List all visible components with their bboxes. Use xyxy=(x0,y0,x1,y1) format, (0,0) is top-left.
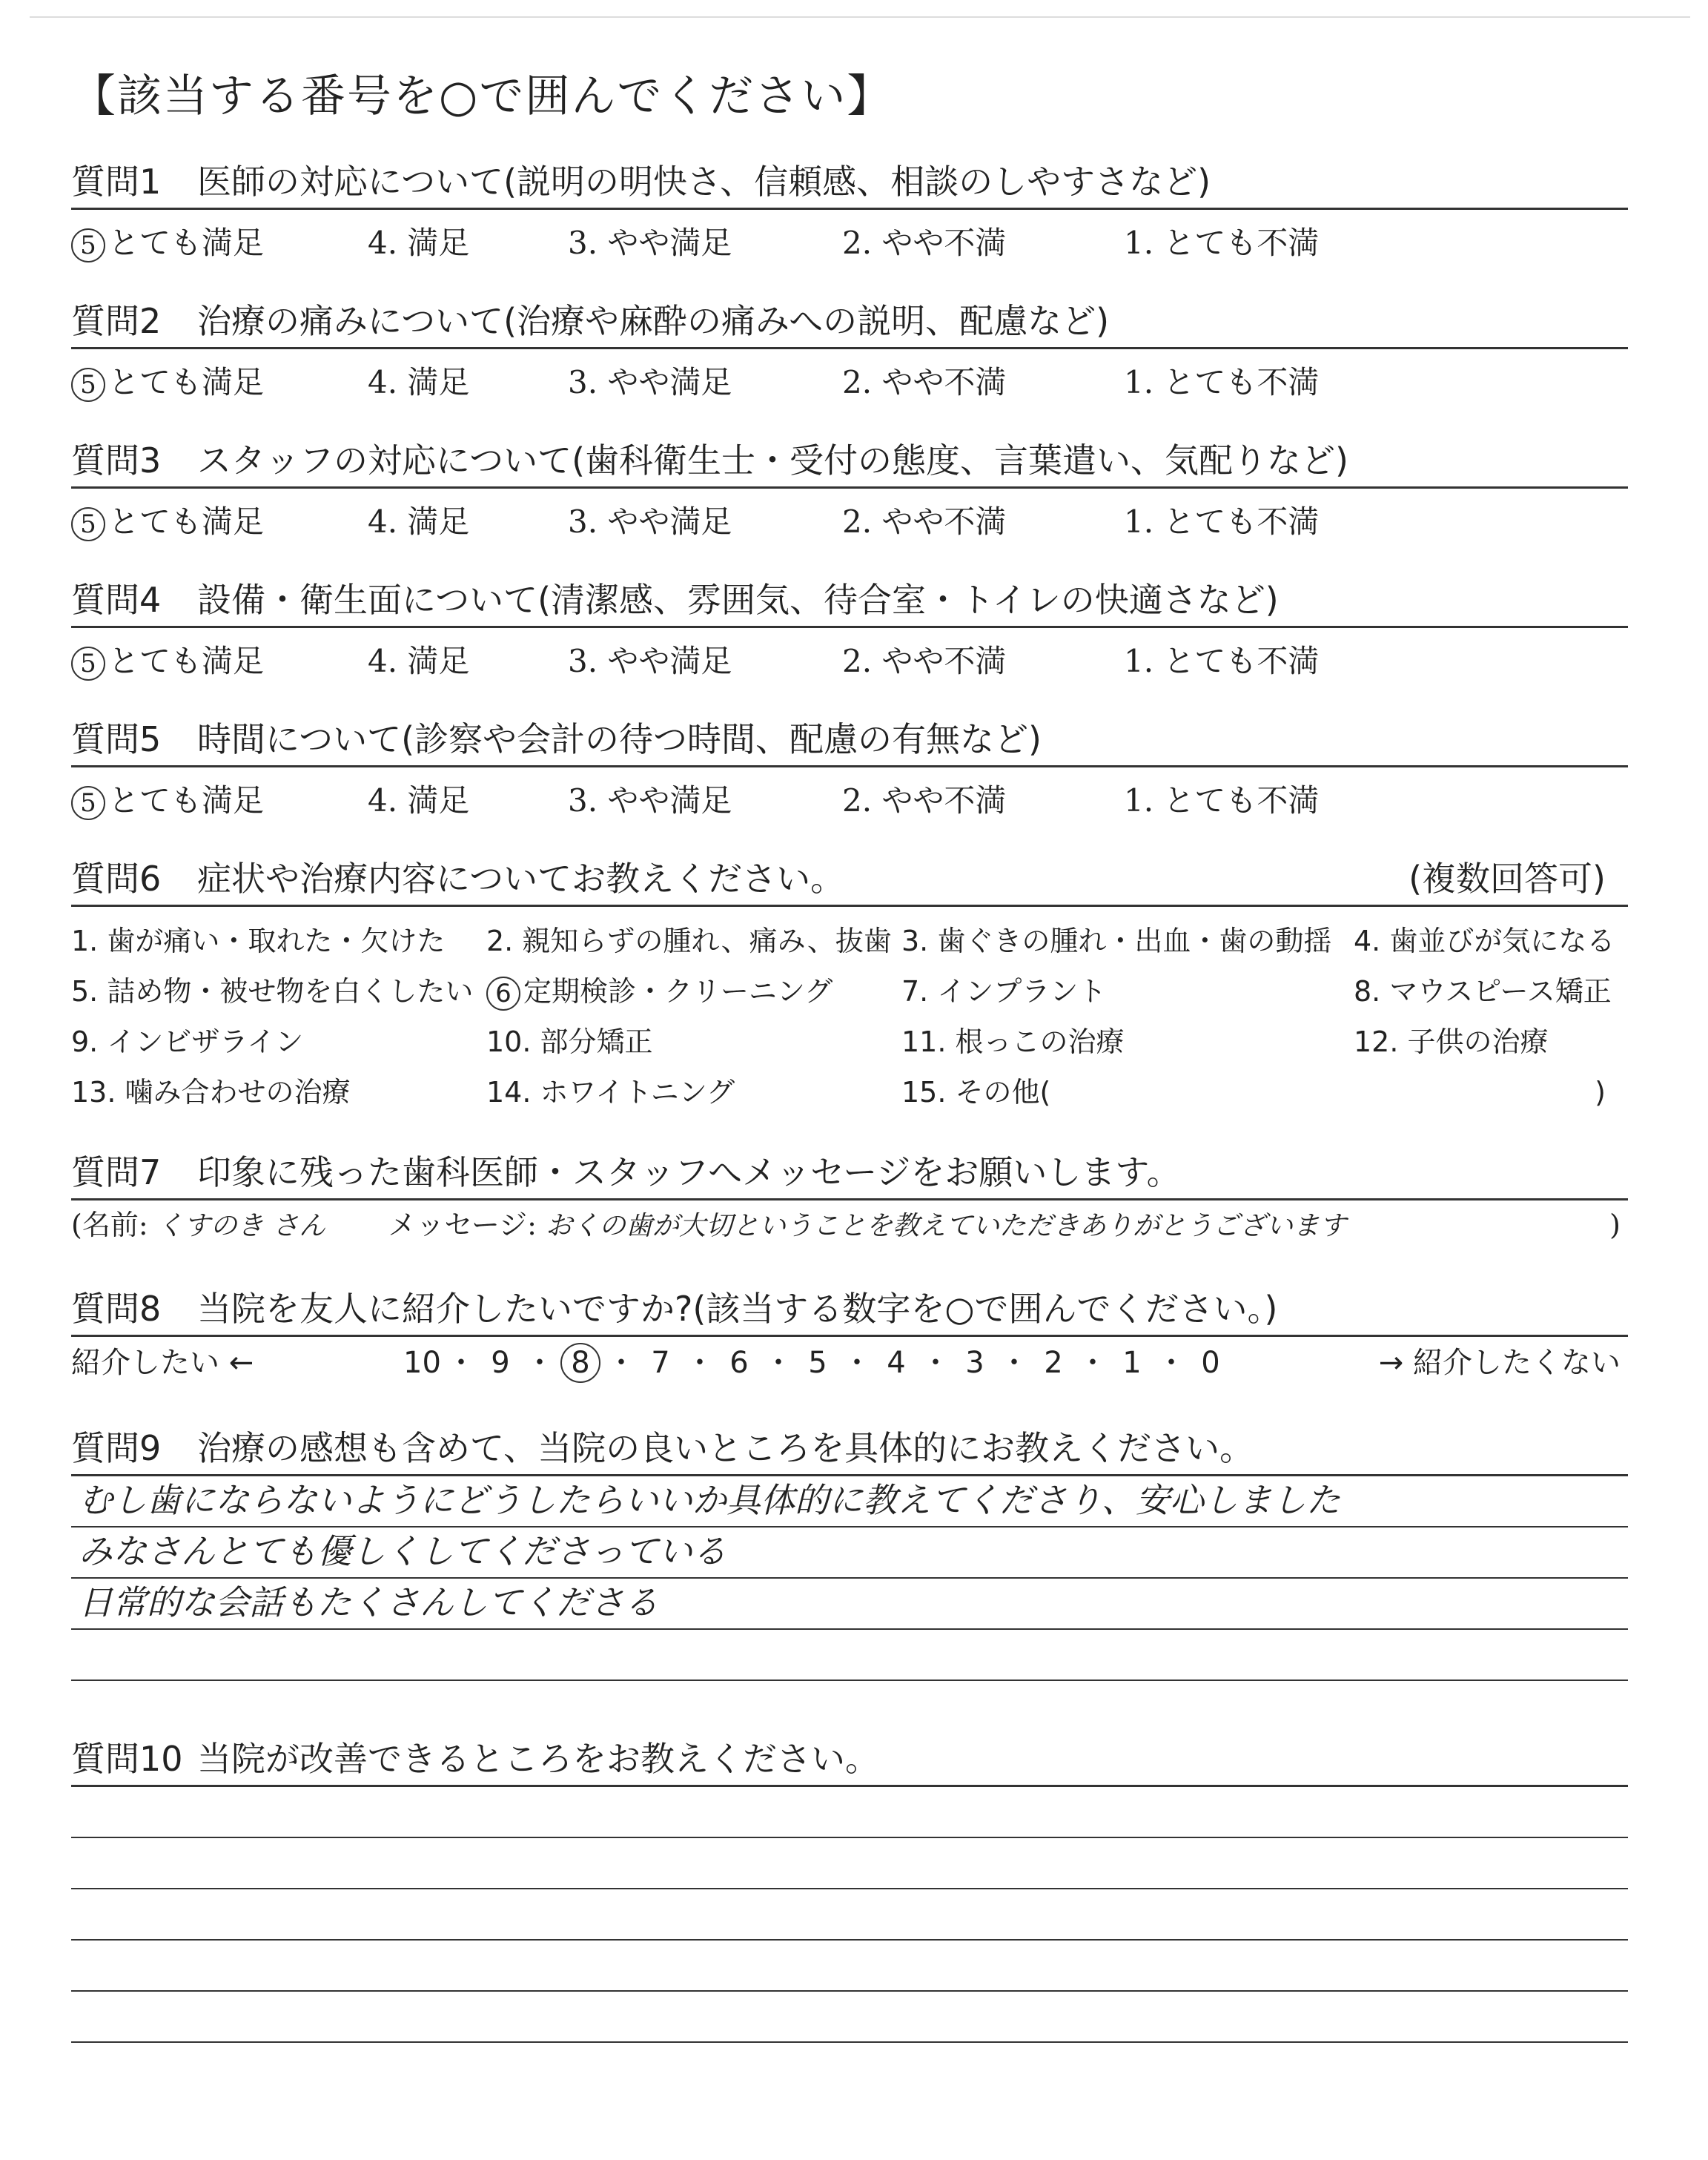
treatment-options xyxy=(71,920,1628,1113)
treatment-option-label: 13. 噛み合わせの治療 xyxy=(71,1076,351,1109)
treatment-option[interactable] xyxy=(71,1021,486,1063)
close-paren: ) xyxy=(1595,1076,1606,1109)
rating-option-label: 4. 満足 xyxy=(368,225,470,261)
rating-option-label: 1. とても不満 xyxy=(1124,503,1320,540)
treatment-option[interactable] xyxy=(71,971,486,1012)
answer-line[interactable]: 日常的な会話もたくさんしてくださる xyxy=(71,1579,1628,1630)
question-text: 当院が改善できるところをお教えください。 xyxy=(197,1739,879,1779)
rating-option[interactable] xyxy=(71,776,264,821)
question-2-heading xyxy=(71,295,1628,349)
treatment-option[interactable] xyxy=(486,1071,901,1113)
scale-number[interactable]: 4 xyxy=(887,1346,906,1380)
question-text: スタッフの対応について(歯科衛生士・受付の態度、言葉遣い、気配りなど) xyxy=(197,440,1348,480)
question-3-heading xyxy=(71,435,1628,489)
treatment-option[interactable] xyxy=(1354,971,1612,1012)
question-8-heading xyxy=(71,1283,1628,1337)
rating-option-label: 1. とても不満 xyxy=(1124,364,1320,400)
rating-option[interactable] xyxy=(1124,358,1319,403)
rating-options xyxy=(71,489,1628,541)
rating-option-label: 3. やや満足 xyxy=(568,364,732,400)
scale-number[interactable]: 7 xyxy=(651,1346,670,1380)
answer-line[interactable]: みなさんとても優しくしてくださっている xyxy=(71,1527,1628,1579)
question-1-heading xyxy=(71,156,1628,210)
scale-separator: ・ xyxy=(525,1346,555,1380)
question-text: 治療の感想も含めて、当院の良いところを具体的にお教えください。 xyxy=(197,1428,1254,1468)
rating-option[interactable] xyxy=(368,776,469,821)
recommend-numbers xyxy=(403,1337,1229,1389)
treatment-option-label: 11. 根っこの治療 xyxy=(901,1025,1125,1058)
treatment-option-label: 7. インプラント xyxy=(901,975,1107,1008)
answer-line[interactable] xyxy=(71,1889,1628,1941)
answer-lines xyxy=(71,1787,1628,2043)
scale-number[interactable]: 3 xyxy=(965,1346,984,1380)
rating-option[interactable] xyxy=(568,637,732,681)
answer-line[interactable] xyxy=(71,1838,1628,1889)
rating-option[interactable] xyxy=(568,219,732,263)
recommend-right-label: → 紹介したくない xyxy=(1378,1346,1621,1380)
answer-line[interactable] xyxy=(71,1992,1628,2043)
treatment-option[interactable] xyxy=(71,1071,486,1113)
instruction-heading: 【該当する番号を○で囲んでください】 xyxy=(71,70,893,122)
rating-option-label: とても満足 xyxy=(108,225,265,261)
treatment-option-label: 9. インビザライン xyxy=(71,1025,304,1058)
scale-number[interactable]: 0 xyxy=(1201,1346,1220,1380)
scale-number-selected[interactable]: 8 xyxy=(560,1343,600,1383)
rating-option-label: 1. とても不満 xyxy=(1124,225,1320,261)
question-number: 質問5 xyxy=(71,719,162,759)
rating-option[interactable] xyxy=(71,219,264,263)
name-label: (名前: xyxy=(71,1209,148,1241)
question-number: 質問9 xyxy=(71,1428,162,1468)
question-10-heading xyxy=(71,1733,1628,1787)
question-7 xyxy=(71,1146,1628,1249)
rating-option[interactable] xyxy=(368,358,469,403)
scale-separator: ・ xyxy=(921,1346,950,1380)
scale-number[interactable]: 10 xyxy=(403,1346,441,1380)
selected-circle: 5 xyxy=(71,507,105,541)
scale-separator: ・ xyxy=(999,1346,1029,1380)
question-text: 印象に残った歯科医師・スタッフへメッセージをお願いします。 xyxy=(197,1152,1181,1192)
question-text: 症状や治療内容についてお教えください。 xyxy=(197,859,845,899)
scale-separator: ・ xyxy=(842,1346,872,1380)
rating-option[interactable] xyxy=(368,219,469,263)
rating-option-label: 2. やや不満 xyxy=(842,643,1007,679)
rating-option[interactable] xyxy=(1124,219,1319,263)
question-3 xyxy=(71,435,1628,541)
rating-option[interactable] xyxy=(568,358,732,403)
answer-line[interactable] xyxy=(71,1941,1628,1992)
treatment-option[interactable] xyxy=(486,971,901,1012)
rating-option-label: とても満足 xyxy=(108,643,265,679)
treatment-option[interactable] xyxy=(1354,1021,1606,1063)
treatment-option[interactable] xyxy=(901,1071,1354,1113)
name-field[interactable]: くすのき さん xyxy=(156,1211,326,1241)
rating-options xyxy=(71,767,1628,819)
rating-option[interactable] xyxy=(368,498,469,542)
rating-option[interactable] xyxy=(1124,776,1319,821)
answer-line[interactable] xyxy=(71,1787,1628,1838)
selected-circle: 5 xyxy=(71,647,105,681)
treatment-option-label: 12. 子供の治療 xyxy=(1354,1025,1549,1058)
scale-number[interactable]: 6 xyxy=(729,1346,749,1380)
selected-circle: 5 xyxy=(71,368,105,402)
rating-questions xyxy=(71,156,1628,819)
rating-option[interactable] xyxy=(1124,498,1319,542)
selected-circle: 6 xyxy=(486,977,520,1011)
rating-options xyxy=(71,349,1628,401)
recommend-left-label: 紹介したい ← xyxy=(71,1346,254,1380)
rating-option-label: 2. やや不満 xyxy=(842,364,1007,400)
question-text: 時間について(診察や会計の待つ時間、配慮の有無など) xyxy=(197,719,1042,759)
rating-options xyxy=(71,628,1628,680)
question-5-heading xyxy=(71,713,1628,767)
rating-option[interactable] xyxy=(842,776,1006,821)
rating-option-label: とても満足 xyxy=(108,364,265,400)
question-number: 質問8 xyxy=(71,1289,162,1329)
treatment-option-label: 1. 歯が痛い・取れた・欠けた xyxy=(71,925,446,957)
rating-option-label: とても満足 xyxy=(108,503,265,540)
rating-option[interactable] xyxy=(842,637,1006,681)
rating-option-label: 1. とても不満 xyxy=(1124,643,1320,679)
treatment-option-label: 2. 親知らずの腫れ、痛み、抜歯 xyxy=(486,925,892,957)
question-text: 当院を友人に紹介したいですか?(該当する数字を○で囲んでください。) xyxy=(197,1289,1278,1329)
rating-option[interactable] xyxy=(1124,637,1319,681)
question-9 xyxy=(71,1422,1628,1681)
question-number: 質問2 xyxy=(71,301,162,341)
scale-separator: ・ xyxy=(764,1346,793,1380)
question-2 xyxy=(71,295,1628,401)
rating-option[interactable] xyxy=(842,219,1006,263)
scale-separator: ・ xyxy=(685,1346,715,1380)
scale-separator: ・ xyxy=(1156,1346,1186,1380)
question-number: 質問1 xyxy=(71,162,162,202)
rating-option[interactable] xyxy=(842,358,1006,403)
treatment-option-label: 14. ホワイトニング xyxy=(486,1076,735,1109)
question-8 xyxy=(71,1283,1628,1389)
question-9-heading xyxy=(71,1422,1628,1476)
treatment-option[interactable] xyxy=(71,920,486,962)
answer-lines xyxy=(71,1476,1628,1681)
rating-option[interactable] xyxy=(71,637,264,681)
question-text: 治療の痛みについて(治療や麻酔の痛みへの説明、配慮など) xyxy=(197,301,1110,341)
rating-options xyxy=(71,210,1628,262)
question-6 xyxy=(71,853,1628,1113)
treatment-option-label: 3. 歯ぐきの腫れ・出血・歯の動揺 xyxy=(901,925,1332,957)
treatment-option[interactable] xyxy=(901,1021,1354,1063)
rating-option-label: 4. 満足 xyxy=(368,364,470,400)
treatment-option[interactable] xyxy=(901,920,1354,962)
rating-option-label: 3. やや満足 xyxy=(568,225,732,261)
scale-number[interactable]: 9 xyxy=(491,1346,510,1380)
scale-number[interactable]: 5 xyxy=(808,1346,827,1380)
treatment-option-label: 10. 部分矯正 xyxy=(486,1025,653,1058)
selected-circle: 5 xyxy=(71,228,105,262)
rating-option-label: 3. やや満足 xyxy=(568,503,732,540)
treatment-option[interactable] xyxy=(1354,1071,1606,1113)
question-5 xyxy=(71,713,1628,819)
message-field[interactable]: おくの歯が大切ということを教えていただきありがとうございます xyxy=(546,1211,1347,1241)
top-border xyxy=(30,16,1690,18)
rating-option-label: 4. 満足 xyxy=(368,503,470,540)
answer-line[interactable]: むし歯にならないようにどうしたらいいか具体的に教えてくださり、安心しました xyxy=(71,1476,1628,1527)
question-number: 質問10 xyxy=(71,1739,183,1779)
rating-option[interactable] xyxy=(568,776,732,821)
rating-option-label: とても満足 xyxy=(108,782,265,819)
treatment-option-label: 8. マウスピース矯正 xyxy=(1354,975,1612,1008)
rating-option-label: 3. やや満足 xyxy=(568,643,732,679)
rating-option[interactable] xyxy=(842,498,1006,542)
answer-line[interactable] xyxy=(71,1630,1628,1681)
message-label: メッセージ: xyxy=(388,1209,537,1241)
question-number: 質問4 xyxy=(71,580,162,620)
treatment-option[interactable] xyxy=(1354,920,1615,962)
treatment-option-label: 15. その他( xyxy=(901,1076,1051,1109)
multiple-answer-note: (複数回答可) xyxy=(1409,859,1606,899)
scale-separator: ・ xyxy=(446,1346,476,1380)
question-7-heading xyxy=(71,1146,1628,1200)
recommend-scale xyxy=(71,1337,1628,1389)
treatment-option[interactable] xyxy=(486,920,901,962)
rating-option[interactable] xyxy=(568,498,732,542)
survey-sheet xyxy=(71,59,1628,2043)
scale-separator: ・ xyxy=(606,1346,636,1380)
rating-option-label: 2. やや不満 xyxy=(842,503,1007,540)
question-text: 設備・衛生面について(清潔感、雰囲気、待合室・トイレの快適さなど) xyxy=(197,580,1279,620)
rating-option-label: 1. とても不満 xyxy=(1124,782,1320,819)
treatment-option-label: 定期検診・クリーニング xyxy=(523,975,833,1008)
rating-option-label: 2. やや不満 xyxy=(842,225,1007,261)
question-6-heading xyxy=(71,853,1628,907)
scale-number[interactable]: 2 xyxy=(1044,1346,1063,1380)
question-10 xyxy=(71,1733,1628,2043)
rating-option-label: 2. やや不満 xyxy=(842,782,1007,819)
question-number: 質問6 xyxy=(71,859,162,899)
selected-circle: 5 xyxy=(71,786,105,820)
scale-separator: ・ xyxy=(1078,1346,1108,1380)
question-1 xyxy=(71,156,1628,262)
question-4 xyxy=(71,574,1628,680)
rating-option-label: 3. やや満足 xyxy=(568,782,732,819)
close-paren: ) xyxy=(1609,1209,1621,1241)
question-number: 質問7 xyxy=(71,1152,162,1192)
rating-option[interactable] xyxy=(71,498,264,542)
question-4-heading xyxy=(71,574,1628,628)
treatment-option[interactable] xyxy=(901,971,1354,1012)
rating-option-label: 4. 満足 xyxy=(368,782,470,819)
question-text: 医師の対応について(説明の明快さ、信頼感、相談のしやすさなど) xyxy=(197,162,1211,202)
rating-option[interactable] xyxy=(368,637,469,681)
question-number: 質問3 xyxy=(71,440,162,480)
scale-number[interactable]: 1 xyxy=(1122,1346,1142,1380)
rating-option-label: 4. 満足 xyxy=(368,643,470,679)
treatment-option-label: 5. 詰め物・被せ物を白くしたい xyxy=(71,975,474,1008)
rating-option[interactable] xyxy=(71,358,264,403)
message-row xyxy=(71,1200,1628,1249)
treatment-option-label: 4. 歯並びが気になる xyxy=(1354,925,1615,957)
treatment-option[interactable] xyxy=(486,1021,901,1063)
